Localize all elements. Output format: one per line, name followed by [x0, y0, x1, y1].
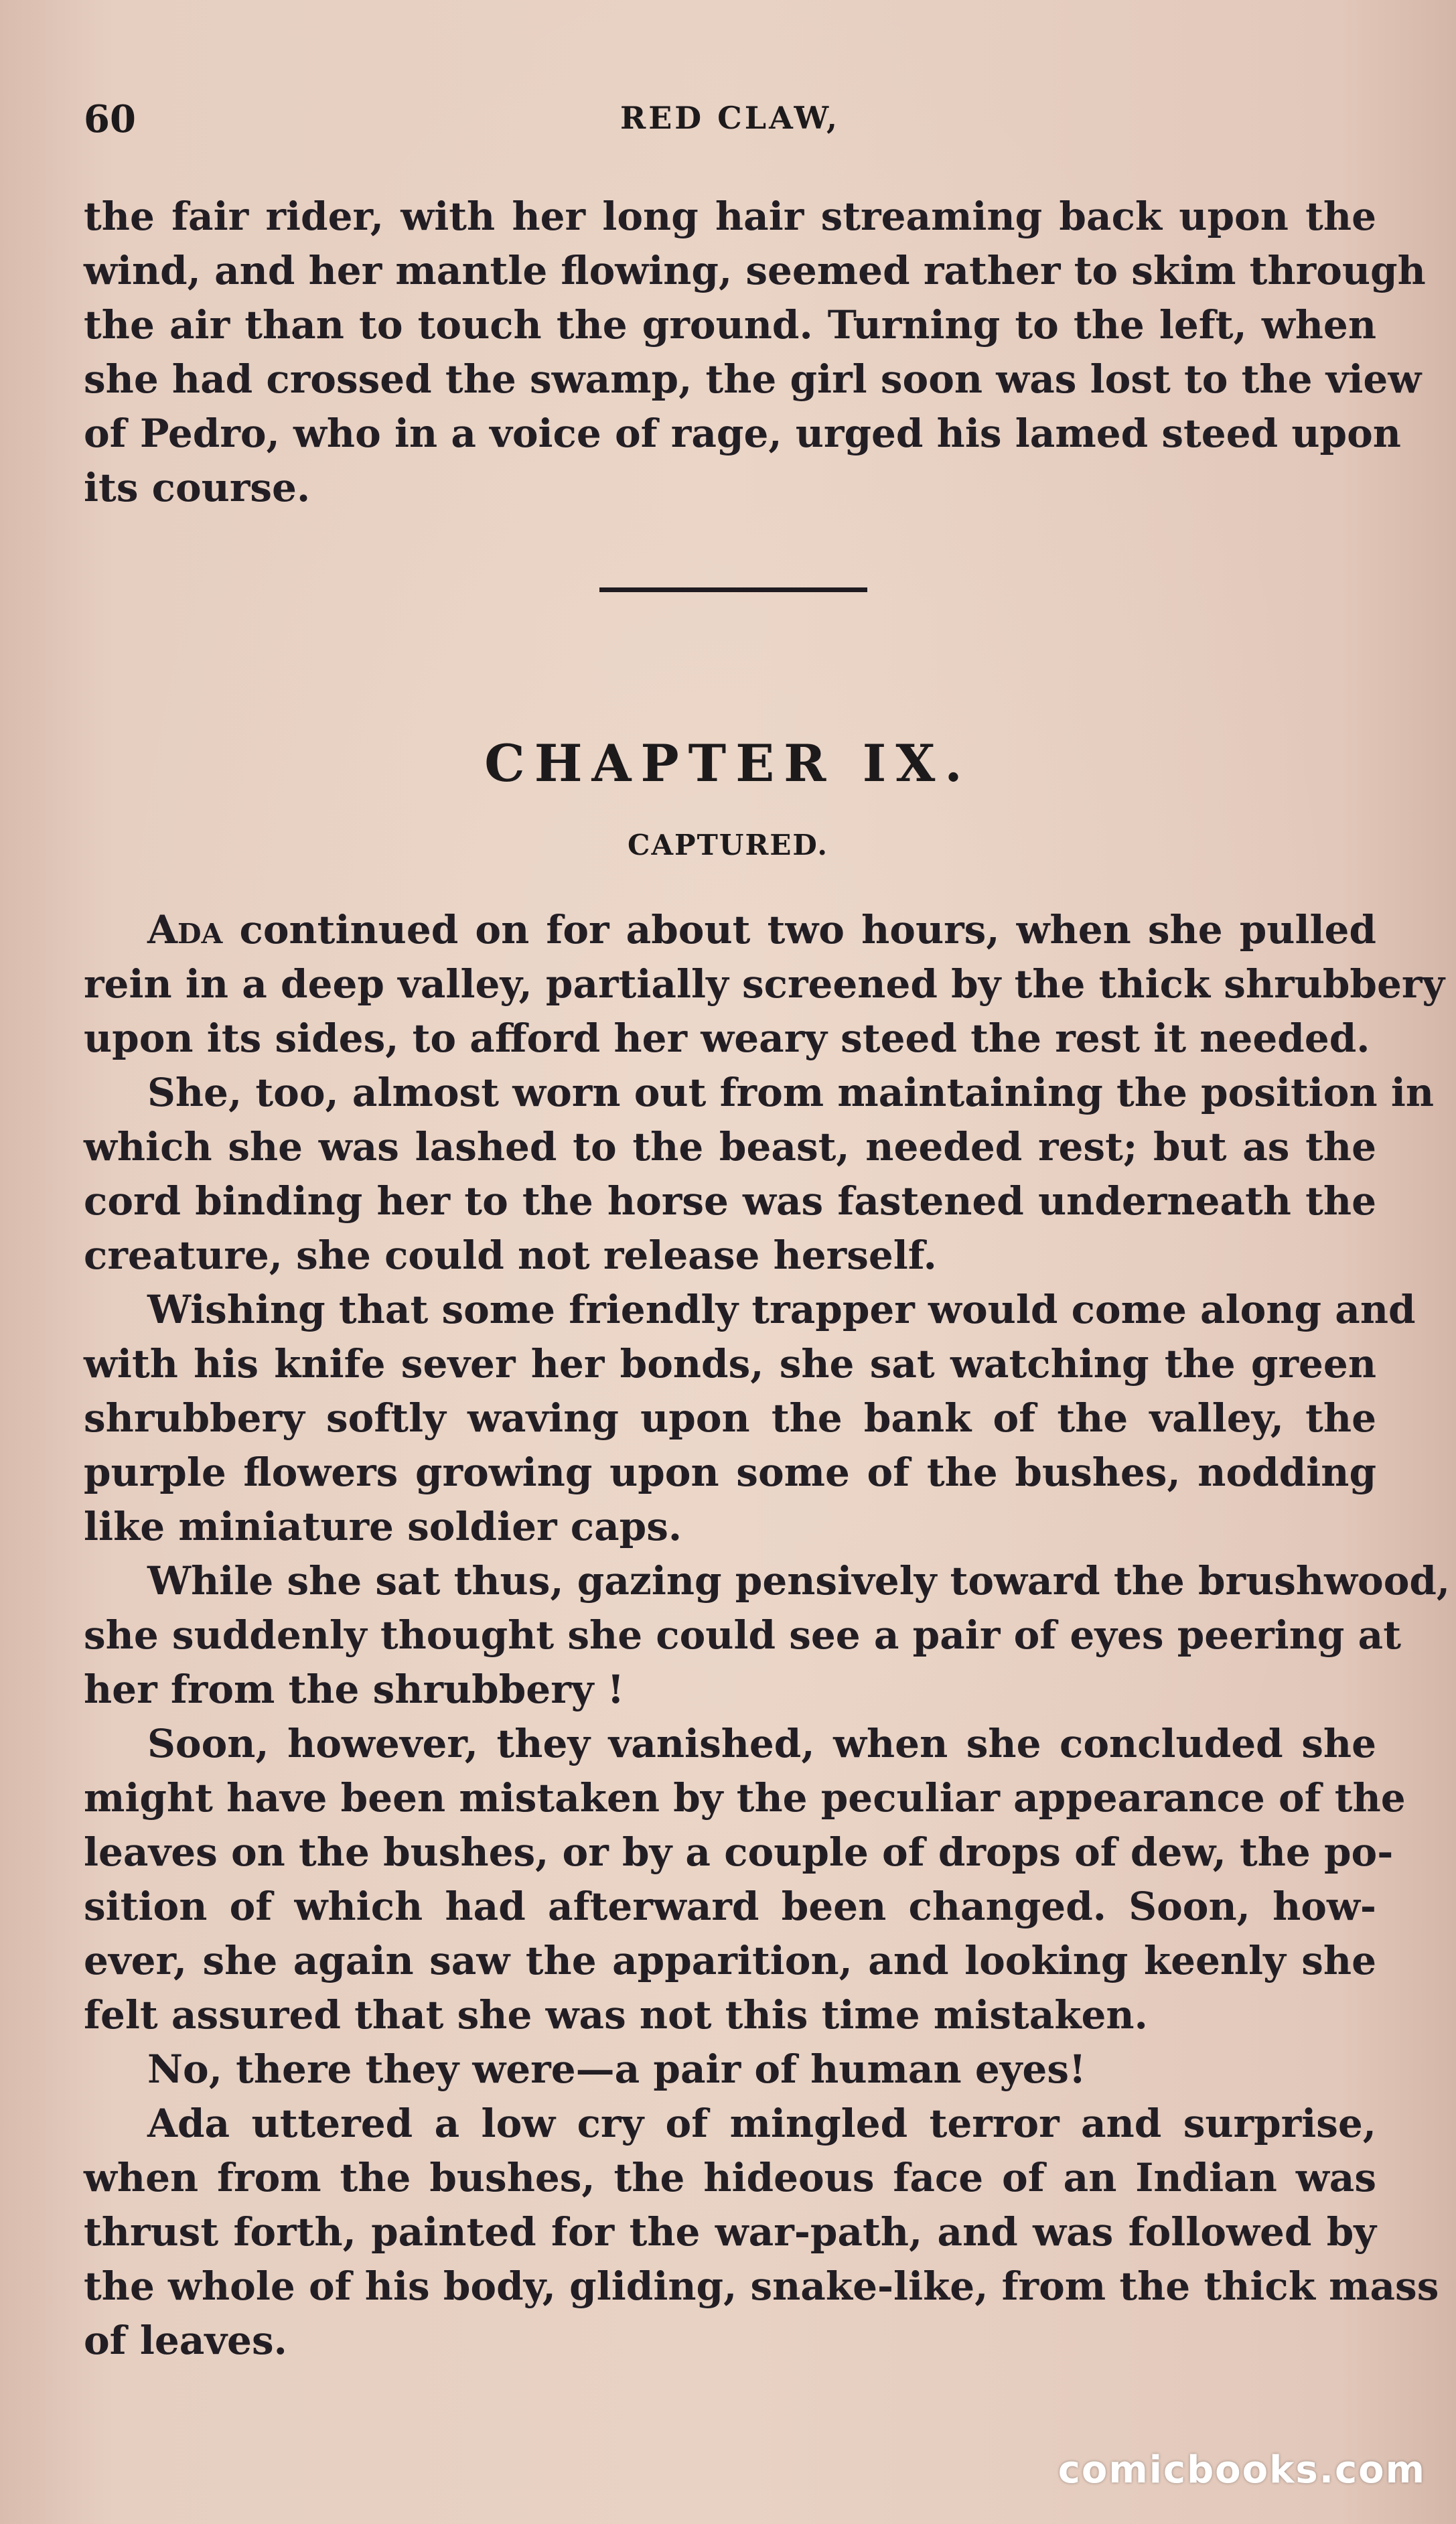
- text-line: of leaves.: [84, 2318, 287, 2363]
- text-line: of Pedro, who in a voice of rage, urged his lamed steed upon: [84, 411, 1401, 456]
- text-line: shrubbery softly waving upon the bank of the valley, the: [84, 1395, 1376, 1441]
- text-line: Soon, however, they vanished, when she concluded she: [147, 1721, 1376, 1766]
- text-line: her from the shrubbery !: [84, 1667, 625, 1712]
- site-watermark: comicbooks.com: [1058, 2448, 1426, 2492]
- text-line: She, too, almost worn out from maintaining the position in: [147, 1070, 1435, 1115]
- text-line: leaves on the bushes, or by a couple of drops of dew, the po-: [84, 1829, 1394, 1875]
- text-line: might have been mistaken by the peculiar appearance of the: [84, 1775, 1406, 1821]
- text-line: purple flowers growing upon some of the bushes, nodding: [84, 1450, 1376, 1495]
- text-line: Wishing that some friendly trapper would come along and: [147, 1287, 1416, 1332]
- text-line: like miniature soldier caps.: [84, 1504, 682, 1549]
- text-line: upon its sides, to afford her weary steed the rest it needed.: [84, 1015, 1370, 1061]
- text-line: wind, and her mantle flowing, seemed rather to skim through: [84, 248, 1426, 293]
- text-line: she had crossed the swamp, the girl soon was lost to the view: [84, 356, 1422, 402]
- text-line: Ada uttered a low cry of mingled terror and surprise,: [147, 2101, 1376, 2146]
- text-line: thrust forth, painted for the war-path, and was followed by: [84, 2209, 1376, 2255]
- text-line: when from the bushes, the hideous face of an Indian was: [84, 2155, 1376, 2200]
- continued-paragraph: [84, 190, 1426, 515]
- opening-line-text: continued on for about two hours, when she pulled: [239, 907, 1376, 953]
- running-head: RED CLAW,: [620, 100, 841, 136]
- chapter-subtitle: CAPTURED.: [628, 829, 828, 861]
- section-divider: [599, 587, 867, 592]
- text-line: ever, she again saw the apparition, and looking keenly she: [84, 1938, 1376, 1983]
- chapter-title: CHAPTER IX.: [484, 733, 972, 793]
- text-line: she suddenly thought she could see a pair of eyes peering at: [84, 1612, 1401, 1658]
- chapter-body: [84, 903, 1451, 2368]
- text-line: the fair rider, with her long hair streaming back upon the: [84, 194, 1376, 239]
- text-line: No, there they were—a pair of human eyes!: [147, 2046, 1086, 2092]
- text-line: the air than to touch the ground. Turning to the left, when: [84, 302, 1376, 348]
- text-line: with his knife sever her bonds, she sat watching the green: [84, 1341, 1376, 1387]
- page-header: [84, 97, 1376, 144]
- text-line: [84, 903, 1376, 957]
- text-line: While she sat thus, gazing pensively toward the brushwood,: [147, 1558, 1451, 1604]
- text-line: which she was lashed to the beast, needed rest; but as the: [84, 1124, 1376, 1170]
- text-line: felt assured that she was not this time mistaken.: [84, 1992, 1148, 2038]
- page-number: 60: [84, 97, 136, 141]
- text-line: its course.: [84, 465, 311, 510]
- text-line: rein in a deep valley, partially screened by the thick shrubbery: [84, 961, 1445, 1007]
- text-line: creature, she could not release herself.: [84, 1233, 937, 1278]
- opening-word: Ada: [147, 907, 223, 953]
- text-line: the whole of his body, gliding, snake-like, from the thick mass: [84, 2263, 1439, 2309]
- text-line: cord binding her to the horse was fastened underneath the: [84, 1178, 1376, 1224]
- text-line: sition of which had afterward been changed. Soon, how-: [84, 1884, 1376, 1929]
